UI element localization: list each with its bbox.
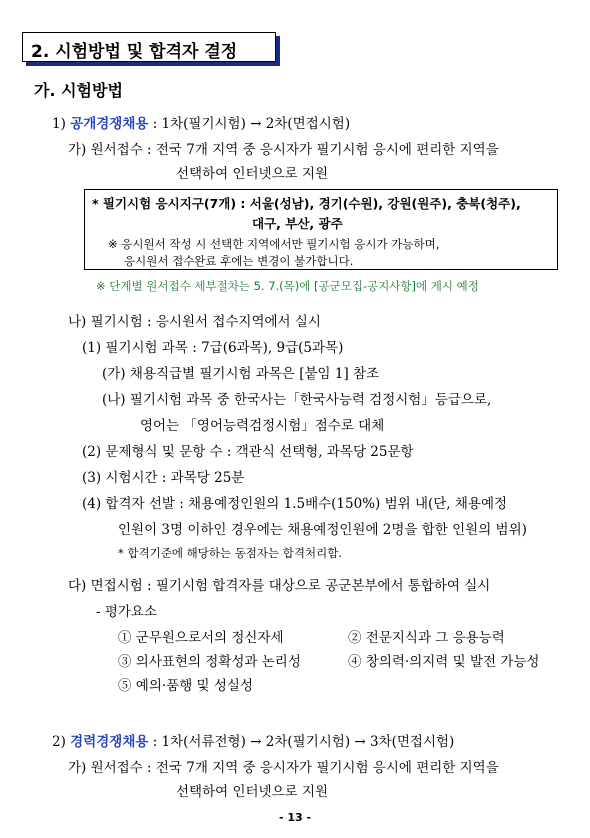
item1-b4-line2: 인원이 3명 이하인 경우에는 채용예정인원에 2명을 합한 인원의 범위) [118, 522, 527, 538]
green-procedure-note: ※ 단계별 원서접수 세부절차는 5. 7.(목)에 [공군모집-공지사항]에 게시 예정 [96, 279, 479, 293]
note-sub-line2: 응시원서 접수완료 후에는 변경이 불가합니다. [124, 254, 354, 268]
item2-a-line2: 선택하여 인터넷으로 지원 [176, 784, 329, 800]
item1-a-label: 가) 원서접수 [68, 142, 143, 158]
item1-title: 공개경쟁채용 [70, 116, 149, 132]
item1-a-line1 [68, 138, 499, 158]
note-sub-line1: ※ 응시원서 작성 시 선택한 지역에서만 필기시험 응시가 가능하며, [108, 237, 440, 251]
note-title-line2: 대구, 부산, 광주 [252, 216, 343, 231]
item1-b4-note: * 합격기준에 해당하는 동점자는 합격처리함. [118, 546, 342, 560]
eval-item-2: ② 전문지식과 그 응용능력 [348, 630, 505, 646]
item1-a-line2: 선택하여 인터넷으로 지원 [176, 166, 329, 182]
eval-item-4: ④ 창의력·의지력 및 발전 가능성 [348, 654, 540, 670]
item1-flow: : 1차(필기시험) → 2차(면접시험) [148, 116, 351, 132]
item1-b2: (2) 문제형식 및 문항 수 : 객관식 선택형, 과목당 25문항 [82, 444, 414, 460]
item1-a-text1: : 전국 7개 지역 중 응시자가 필기시험 응시에 편리한 지역을 [142, 142, 499, 158]
item1-b-line: 나) 필기시험 : 응시원서 접수지역에서 실시 [68, 314, 321, 330]
item2-a-line1 [68, 756, 499, 776]
item2-header [52, 730, 454, 750]
item2-a-label: 가) 원서접수 [68, 760, 143, 776]
item2-a-text1: : 전국 7개 지역 중 응시자가 필기시험 응시에 편리한 지역을 [142, 760, 499, 776]
eval-item-1: ① 군무원으로서의 정신자세 [118, 630, 284, 646]
item1-num: 1) [52, 116, 66, 132]
section-title: 2. 시험방법 및 합격자 결정 [31, 42, 238, 62]
item1-b1-na-line1: (나) 필기시험 과목 중 한국사는「한국사능력 검정시험」등급으로, [102, 392, 492, 408]
evaluation-heading: - 평가요소 [96, 604, 158, 620]
item1-b3: (3) 시험시간 : 과목당 25분 [82, 470, 245, 486]
item1-b1-na-line2: 영어는 「영어능력검정시험」점수로 대체 [140, 418, 385, 434]
note-title-line1: * 필기시험 응시지구(7개) : 서울(성남), 경기(수원), 강원(원주), 충북(청주), [92, 196, 521, 211]
item1-b1: (1) 필기시험 과목 : 7급(6과목), 9급(5과목) [82, 340, 344, 356]
item1-c-line: 다) 면접시험 : 필기시험 합격자를 대상으로 공군본부에서 통합하여 실시 [68, 578, 491, 594]
section-title-box [22, 32, 276, 62]
page-number: - 13 - [278, 811, 312, 824]
item1-b1-ga: (가) 채용직급별 필기시험 과목은 [붙임 1] 참조 [102, 366, 380, 382]
item2-num: 2) [52, 734, 66, 750]
item1-b4-line1: (4) 합격자 선발 : 채용예정인원의 1.5배수(150%) 범위 내(단, 채용예정 [82, 496, 508, 512]
subsection-title: 가. 시험방법 [34, 81, 123, 100]
eval-item-3: ③ 의사표현의 정확성과 논리성 [118, 654, 301, 670]
item2-flow: : 1차(서류전형) → 2차(필기시험) → 3차(면접시험) [148, 734, 455, 750]
eval-item-5: ⑤ 예의·품행 및 성실성 [118, 678, 253, 694]
item1-header [52, 112, 350, 132]
item2-title: 경력경쟁채용 [70, 734, 149, 750]
